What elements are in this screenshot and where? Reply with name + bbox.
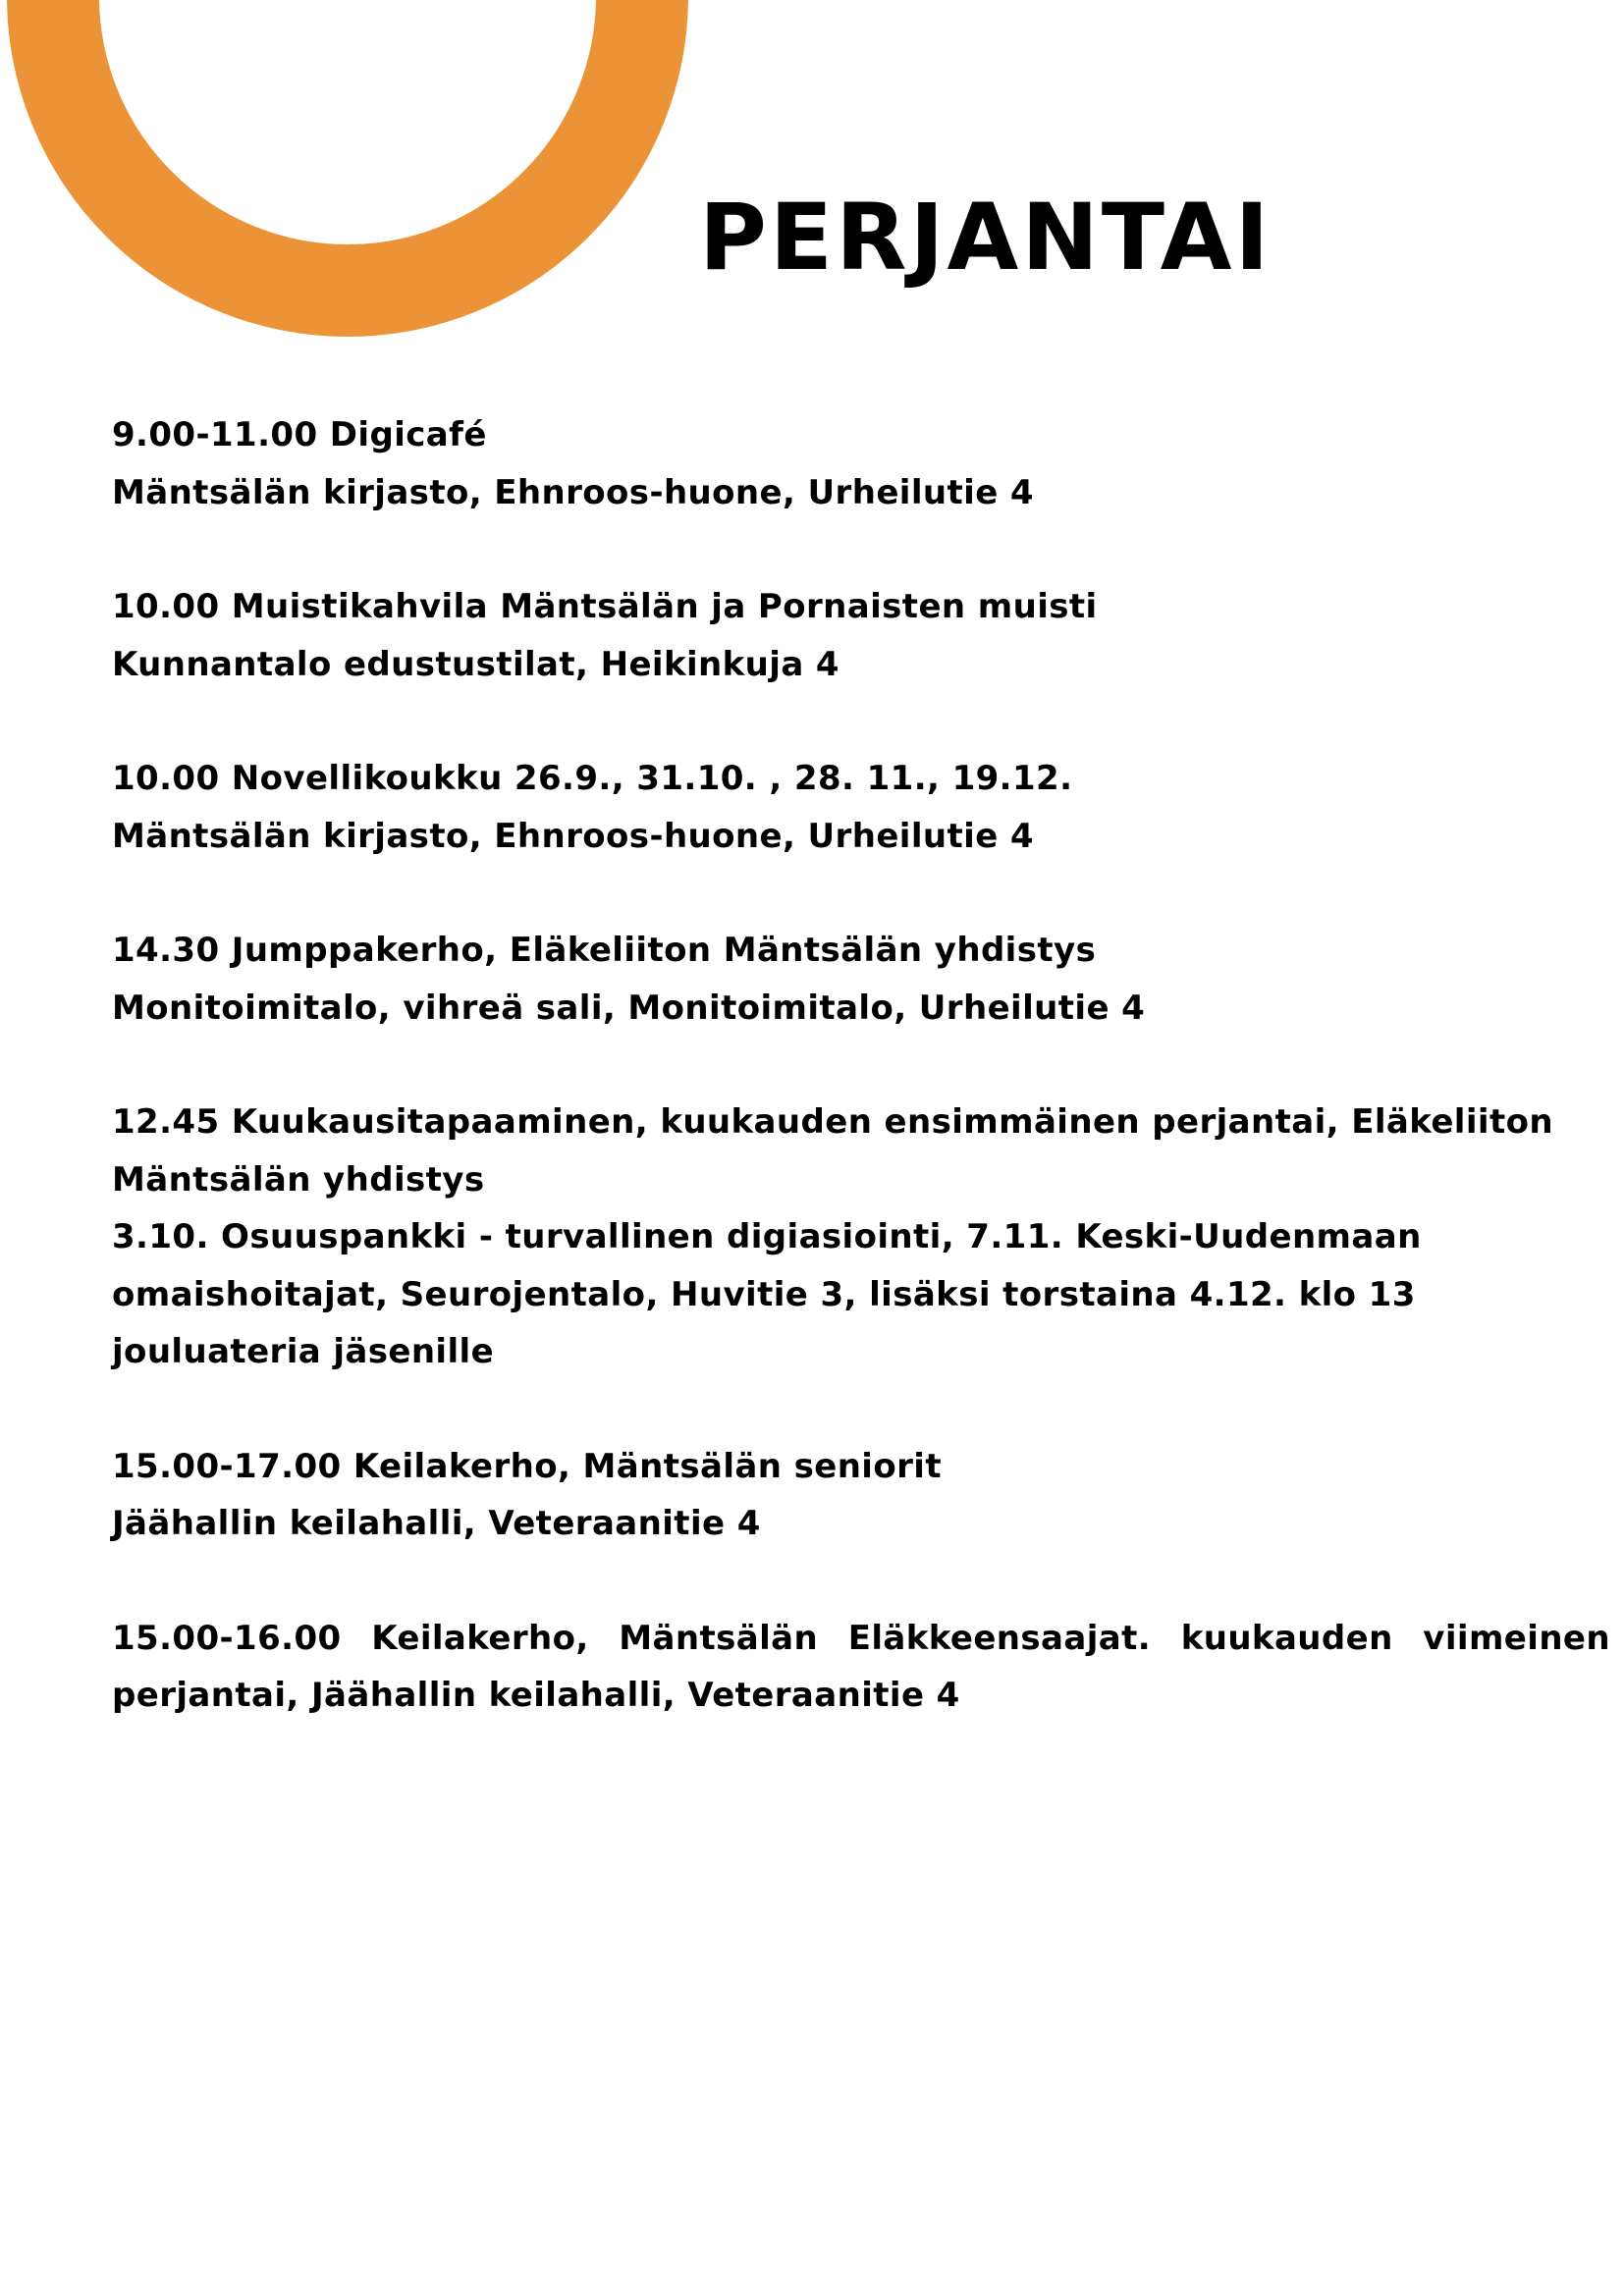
event-location: Monitoimitalo, vihreä sali, Monitoimitalo, Urheilutie 4 <box>112 988 1146 1028</box>
orange-ring-decoration <box>0 0 697 353</box>
event-kuukausitapaaminen <box>112 1094 1610 1381</box>
event-time-title: 10.00 Muistikahvila Mäntsälän ja Pornaisten muisti <box>112 587 1098 626</box>
event-digicafe <box>112 406 1610 521</box>
ring-graphic <box>0 0 697 353</box>
event-time-title: 10.00 Novellikoukku 26.9., 31.10. , 28. 11., 19.12. <box>112 759 1073 798</box>
event-time-title: 14.30 Jumppakerho, Eläkeliiton Mäntsälän yhdistys <box>112 931 1097 970</box>
event-location: Mäntsälän kirjasto, Ehnroos-huone, Urheilutie 4 <box>112 472 1034 512</box>
event-time-title: 12.45 Kuukausitapaaminen, kuukauden ensimmäinen perjantai, Eläkeliiton Mäntsälän yhdistys <box>112 1102 1553 1200</box>
event-location: Jäähallin keilahalli, Veteraanitie 4 <box>112 1504 761 1543</box>
event-jumppakerho <box>112 922 1610 1037</box>
event-time-title: 15.00-17.00 Keilakerho, Mäntsälän seniorit <box>112 1446 942 1486</box>
event-novellikoukku <box>112 750 1610 865</box>
event-location: Mäntsälän kirjasto, Ehnroos-huone, Urheilutie 4 <box>112 816 1034 856</box>
event-details: 3.10. Osuuspankki - turvallinen digiasiointi, 7.11. Keski-Uudenmaan omaishoitajat, Seurojentalo, Huvitie 3, lisäksi torstaina 4.12. klo 13 jouluateria jäsenille <box>112 1217 1422 1371</box>
event-keilakerho-elakkeensaajat <box>112 1610 1610 1725</box>
event-time-title-location: 15.00-16.00 Keilakerho, Mäntsälän Eläkkeensaajat. kuukauden viimeinen perjantai, Jäähallin keilahalli, Veteraanitie 4 <box>112 1618 1610 1715</box>
event-list <box>112 406 1610 1782</box>
event-time-title: 9.00-11.00 Digicafé <box>112 415 487 454</box>
event-location: Kunnantalo edustustilat, Heikinkuja 4 <box>112 644 839 684</box>
event-muistikahvila <box>112 578 1610 693</box>
event-keilakerho-seniorit <box>112 1438 1610 1553</box>
page-title: PERJANTAI <box>699 185 1272 292</box>
ring-shape <box>53 0 642 291</box>
